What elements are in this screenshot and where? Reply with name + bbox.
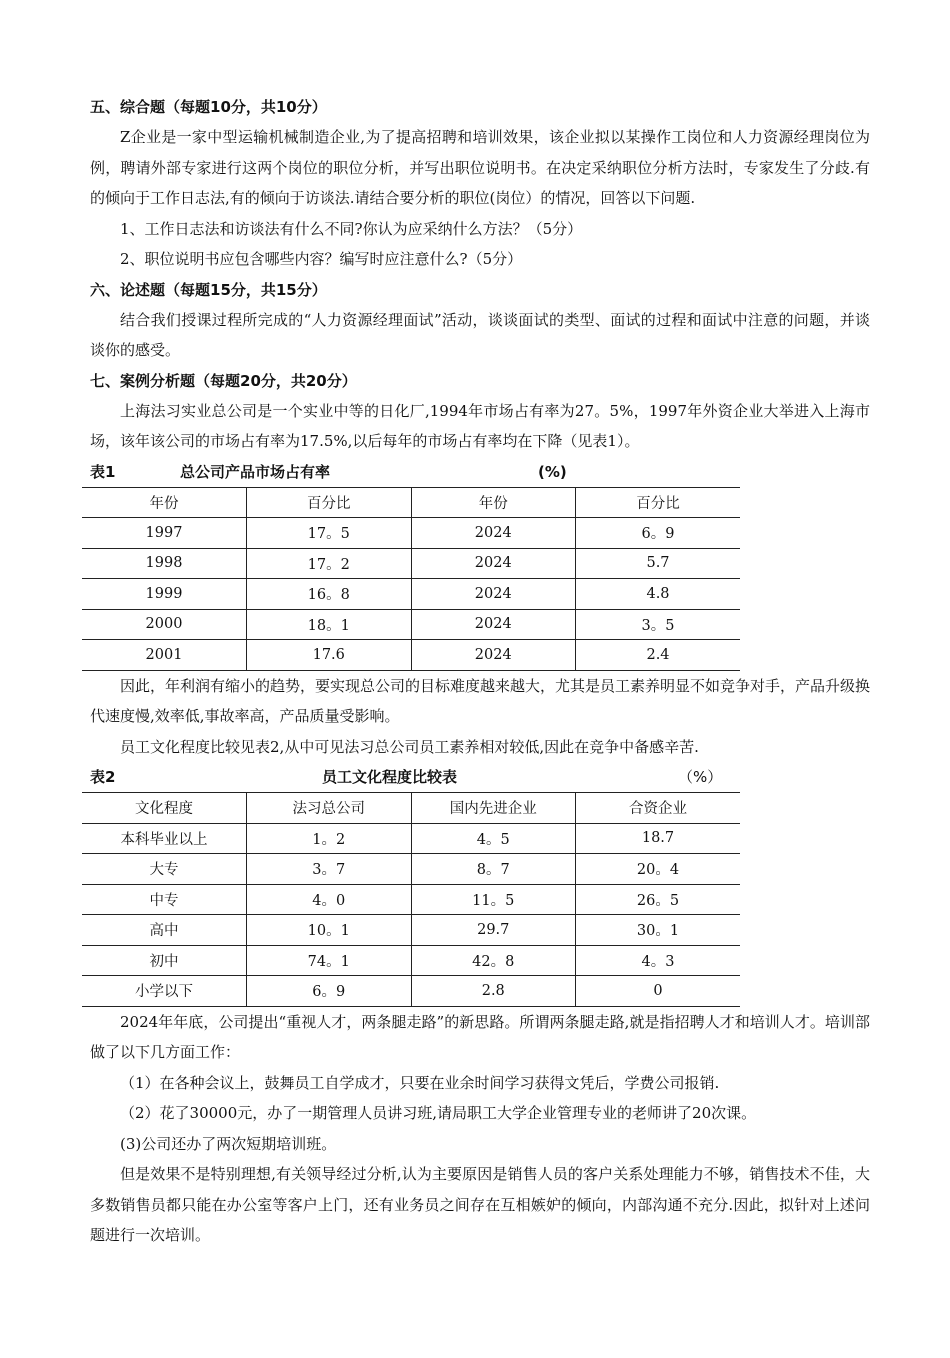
table-row	[82, 915, 740, 946]
section7-item-3: (3)公司还办了两次短期培训班。	[120, 1134, 337, 1153]
table-cell: 20。4	[576, 854, 741, 885]
table-cell: 17。5	[247, 518, 412, 549]
table-cell: 1998	[82, 548, 247, 579]
table-cell: 2024	[411, 518, 576, 549]
section7-paragraph-before-table2: 员工文化程度比较见表2,从中可见法习总公司员工素养相对较低,因此在竞争中备感辛苦.	[120, 737, 699, 756]
table-cell: 大专	[82, 854, 247, 885]
table-row	[82, 579, 740, 610]
table-cell: 4.8	[576, 579, 741, 610]
table-cell: 2024	[411, 579, 576, 610]
table-cell: 10。1	[247, 915, 412, 946]
table-header-row	[82, 793, 740, 824]
table-row	[82, 854, 740, 885]
table-cell: 18。1	[247, 609, 412, 640]
table-header-cell: 国内先进企业	[411, 793, 576, 824]
section5-paragraph: Z企业是一家中型运输机械制造企业,为了提高招聘和培训效果，该企业拟以某操作工岗位和人力资源经理岗位为例，聘请外部专家进行这两个岗位的职位分析，并写出职位说明书。在决定采纳职位分析方法时，专家发生了分歧.有的倾向于工作日志法,有的倾向于访谈法.请结合要分析的职位(岗位）的情况，回答以下问题.	[90, 128, 870, 207]
section5-question-2: 2、职位说明书应包含哪些内容？编写时应注意什么?（5分）	[120, 250, 523, 268]
table-cell: 3。7	[247, 854, 412, 885]
table-header-cell: 百分比	[576, 487, 741, 518]
table2-label: 表2	[90, 768, 116, 786]
table-cell: 3。5	[576, 609, 741, 640]
market-share-table	[82, 487, 740, 671]
section6-heading: 六、论述题（每题15分，共15分）	[90, 280, 327, 299]
table-cell: 2001	[82, 640, 247, 671]
table-header-cell: 年份	[411, 487, 576, 518]
table1-caption	[90, 457, 870, 487]
section7-paragraph-after-table1: 因此，年利润有缩小的趋势，要实现总公司的目标难度越来越大，尤其是员工素养明显不如竞争对手，产品升级换代速度慢,效率低,事故率高，产品质量受影响。	[90, 676, 871, 725]
section5-question-1: 1、工作日志法和访谈法有什么不同?你认为应采纳什么方法？（5分）	[120, 219, 583, 238]
table-cell: 26。5	[576, 884, 741, 915]
table-cell: 2024	[411, 609, 576, 640]
table-cell: 1997	[82, 518, 247, 549]
table-header-cell: 法习总公司	[247, 793, 412, 824]
table-cell: 高中	[82, 915, 247, 946]
table1-title: 总公司产品市场占有率	[180, 462, 331, 481]
table-cell: 74。1	[247, 945, 412, 976]
table-cell: 4。0	[247, 884, 412, 915]
table-cell: 18.7	[576, 823, 741, 854]
table-header-cell: 年份	[82, 487, 247, 518]
table1-label: 表1	[90, 462, 116, 481]
table-cell: 6。9	[576, 518, 741, 549]
table2-unit: （%）	[678, 768, 723, 786]
section7-paragraph-last: 但是效果不是特别理想,有关领导经过分析,认为主要原因是销售人员的客户关系处理能力不够，销售技术不佳，大多数销售员都只能在办公室等客户上门，还有业务员之间存在互相嫉妒的倾向，内部沟通不充分.因此，拟针对上述问题进行一次培训。	[90, 1165, 870, 1244]
table-row	[82, 548, 740, 579]
table-cell: 0	[576, 976, 741, 1007]
table2-title: 员工文化程度比较表	[322, 768, 458, 786]
table-cell: 42。8	[411, 945, 576, 976]
table-cell: 2024	[411, 640, 576, 671]
section7-item-2: （2）花了30000元，办了一期管理人员讲习班,请局职工大学企业管理专业的老师讲了20次课。	[120, 1104, 757, 1122]
table-header-cell: 百分比	[247, 487, 412, 518]
table-cell: 中专	[82, 884, 247, 915]
table-cell: 1。2	[247, 823, 412, 854]
table-header-cell: 合资企业	[576, 793, 741, 824]
table-row	[82, 976, 740, 1007]
table-cell: 1999	[82, 579, 247, 610]
table-row	[82, 823, 740, 854]
section5-heading: 五、综合题（每题10分，共10分）	[90, 98, 327, 116]
table-cell: 17。2	[247, 548, 412, 579]
table-cell: 6。9	[247, 976, 412, 1007]
table-cell: 2024	[411, 548, 576, 579]
table-cell: 4。3	[576, 945, 741, 976]
table-row	[82, 945, 740, 976]
table-cell: 4。5	[411, 823, 576, 854]
table-cell: 2000	[82, 609, 247, 640]
section7-item-1: （1）在各种会议上，鼓舞员工自学成才，只要在业余时间学习获得文凭后，学费公司报销.	[120, 1073, 720, 1092]
table-cell: 17.6	[247, 640, 412, 671]
table1-unit: (%)	[538, 462, 567, 481]
section7-intro: 上海法习实业总公司是一个实业中等的日化厂,1994年市场占有率为27。5%，1997年外资企业大举进入上海市场，该年该公司的市场占有率为17.5%,以后每年的市场占有率均在下降（见表1）。	[90, 401, 870, 450]
table2-caption	[90, 762, 870, 792]
section7-heading: 七、案例分析题（每题20分，共20分）	[90, 371, 357, 390]
table-cell: 初中	[82, 945, 247, 976]
table-cell: 30。1	[576, 915, 741, 946]
table-cell: 16。8	[247, 579, 412, 610]
table-header-cell: 文化程度	[82, 793, 247, 824]
table-cell: 2.8	[411, 976, 576, 1007]
table-row	[82, 640, 740, 671]
table-row	[82, 609, 740, 640]
table-header-row	[82, 487, 740, 518]
table-cell: 11。5	[411, 884, 576, 915]
table-cell: 小学以下	[82, 976, 247, 1007]
section6-paragraph: 结合我们授课过程所完成的“人力资源经理面试”活动，谈谈面试的类型、面试的过程和面试中注意的问题，并谈谈你的感受。	[90, 310, 870, 359]
table-cell: 5.7	[576, 548, 741, 579]
table-row	[82, 518, 740, 549]
table-cell: 8。7	[411, 854, 576, 885]
table-cell: 29.7	[411, 915, 576, 946]
table-cell: 2.4	[576, 640, 741, 671]
table-row	[82, 884, 740, 915]
table-cell: 本科毕业以上	[82, 823, 247, 854]
education-level-table	[82, 792, 740, 1007]
document-page	[90, 92, 870, 1251]
section7-paragraph-2024: 2024年年底，公司提出“重视人才，两条腿走路”的新思路。所谓两条腿走路,就是指招聘人才和培训人才。培训部做了以下几方面工作：	[90, 1012, 870, 1061]
